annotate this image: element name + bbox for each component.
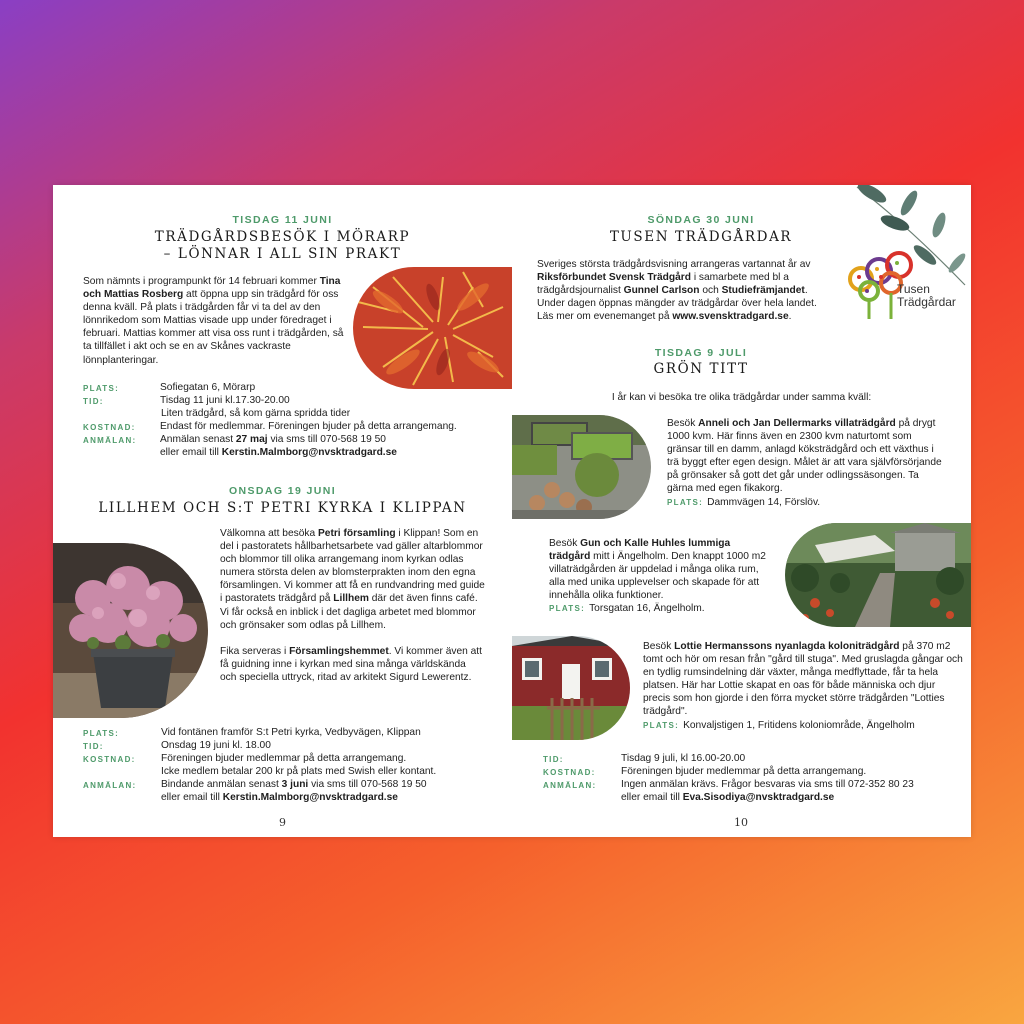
event-title (53, 229, 512, 263)
info-kostnad: KOSTNAD: Föreningen bjuder medlemmar på detta arrangemang. (543, 766, 867, 777)
info-kostnad: KOSTNAD: Föreningen bjuder medlemmar på detta arrangemang. (83, 753, 407, 764)
event-title: TUSEN TRÄDGÅRDAR (609, 229, 793, 245)
event-date: ONSDAG 19 JUNI (228, 485, 337, 497)
info-anmalan-email: eller email till Kerstin.Malmborg@nvsktradgard.se (160, 447, 397, 458)
email-link[interactable]: Kerstin.Malmborg@nvsktradgard.se (222, 792, 398, 803)
event-description: Som nämnts i programpunkt för 14 februari kommer Tina och Mattias Rosberg att öppna upp sin trädgård för oss denna kväll. På plats i trädgården får vi ta del av den lönnrikedom som Mattias visade upp under föredraget i februari. Mattias kommer att visa oss runt i trädgården, så ta tillfället i akt och se en av Skånes vackraste lönnplanteringar. (83, 276, 344, 366)
garden-3-photo (512, 636, 630, 740)
garden-1-description: Besök Anneli och Jan Dellermarks villaträdgård på drygt 1000 kvm. Här finns även en 2300 kvm naturtomt som gränsar till en damm, anlagd köksträdgård och ett växthus i trä byggt efter egen design. Målet är att vara självförsörjande på grönsaker så gott det går under odlingssäsongen. Ta gärna med egen fikakorg. PLATS: Dammvägen 14, Förslöv. (667, 418, 942, 508)
page-number: 9 (279, 816, 286, 829)
garden-1-photo (512, 415, 651, 519)
email-link[interactable]: Eva.Sisodiya@nvsktradgard.se (682, 792, 835, 803)
page-10 (512, 185, 971, 837)
host-names: Tina och Mattias Rosberg (83, 276, 341, 301)
maple-leaves-photo (353, 267, 512, 389)
website-link[interactable]: www.svensktradgard.se (672, 311, 789, 323)
email-link[interactable]: Kerstin.Malmborg@nvsktradgard.se (221, 447, 397, 458)
event-intro: I år kan vi besöka tre olika trädgårdar under samma kväll: (611, 392, 872, 403)
info-anmalan: ANMÄLAN: Bindande anmälan senast 3 juni via sms till 070-568 19 50 (83, 779, 427, 790)
garden-2-description: Besök Gun och Kalle Huhles lummiga trädgård mitt i Ängelholm. Den knappt 1000 m2 villaträdgården är uppdelad i många olika rum, alla med unika upplevelser och skapade för att innehålla olika funktioner. PLATS: Torsgatan 16, Ängelholm. (549, 538, 766, 615)
event-date: TISDAG 11 JUNI (232, 214, 333, 226)
info-plats: PLATS: Vid fontänen framför S:t Petri kyrka, Vedbyvägen, Klippan (83, 727, 421, 738)
event-title-line1: TRÄDGÅRDSBESÖK I MÖRARP (154, 229, 411, 245)
logo-text: Tusen Trädgårdar (897, 282, 956, 309)
info-tid: TID: Tisdag 9 juli, kl 16.00-20.00 (543, 753, 746, 764)
garden-2-photo (785, 523, 971, 627)
info-plats: PLATS: Sofiegatan 6, Mörarp (83, 382, 256, 393)
info-anmalan-email: eller email till Eva.Sisodiya@nvsktradgard.se (621, 792, 835, 803)
info-tid-note: Liten trädgård, så kom gärna spridda tider (161, 408, 351, 419)
garden-3-description: Besök Lottie Hermanssons nyanlagda koloniträdgård på 370 m2 tomt och hör om resan från "gård till stuga". Med gruslagda gångar och en tydlig rumsindelning där växter, många medflyttade, får ta hela platsen. Här har Lottie skapat en oas för både människa och djur precis som hon gjorde i den förra mycket större trädgården "Lotties trädgård". PLATS: Konvaljstigen 1, Fritidens koloniområde, Ängelholm (643, 641, 963, 731)
info-anmalan-email: eller email till Kerstin.Malmborg@nvsktradgard.se (161, 792, 398, 803)
tusen-tradgardar-logo (847, 251, 965, 323)
flower-pot-photo (53, 543, 208, 718)
event-title: LILLHEM OCH S:T PETRI KYRKA I KLIPPAN (98, 500, 467, 516)
event-description: Sveriges största trädgårdsvisning arrangeras vartannat år av Riksförbundet Svensk Trädgård i samarbete med bl a trädgårdsjournalist Gunnel Carlson och Studiefrämjandet. Under dagen öppnas mängder av trädgårdar över hela landet. Läs mer om evenemanget på www.svensktradgard.se. (537, 259, 817, 323)
event-title: GRÖN TITT (653, 361, 749, 377)
page-9 (53, 185, 512, 837)
event-date: SÖNDAG 30 JUNI (647, 214, 755, 226)
event-description: Välkomna att besöka Petri församling i Klippan! Som en del i pastoratets hållbarhetsarbete vad gäller altarblommor och blommor till olika arrangemang inom kyrkan odlas numera största delen av blomsterprakten inom den egna församlingen. Vi kommer att få en rundvandring med guide i pastoratets trädgård på Lillhem där det även finns café. Vi får också en inblick i det dagliga arbetet med blommor och grönsaker som odlas på Lillhem. Fika serveras i Församlingshemmet. Vi kommer även att få guidning inne i kyrkan med sina många världskända och speciella uttryck, ritad av arkitekt Sigurd Lewerentz. (220, 528, 485, 683)
info-kostnad: KOSTNAD: Endast för medlemmar. Föreningen bjuder på detta arrangemang. (83, 421, 457, 432)
info-kostnad-2: Icke medlem betalar 200 kr på plats med Swish eller kontant. (161, 766, 437, 777)
event-title-line2: – LÖNNAR I ALL SIN PRAKT (163, 246, 402, 262)
info-anmalan: ANMÄLAN: Ingen anmälan krävs. Frågor besvaras via sms till 072-352 80 23 (543, 779, 914, 790)
info-tid: TID: Tisdag 11 juni kl.17.30-20.00 (83, 395, 290, 406)
booklet-spread (53, 185, 971, 837)
info-tid: TID: Onsdag 19 juni kl. 18.00 (83, 740, 271, 751)
info-anmalan: ANMÄLAN: Anmälan senast 27 maj via sms till 070-568 19 50 (83, 434, 386, 445)
page-number: 10 (734, 816, 748, 829)
event-date: TISDAG 9 JULI (654, 347, 748, 359)
